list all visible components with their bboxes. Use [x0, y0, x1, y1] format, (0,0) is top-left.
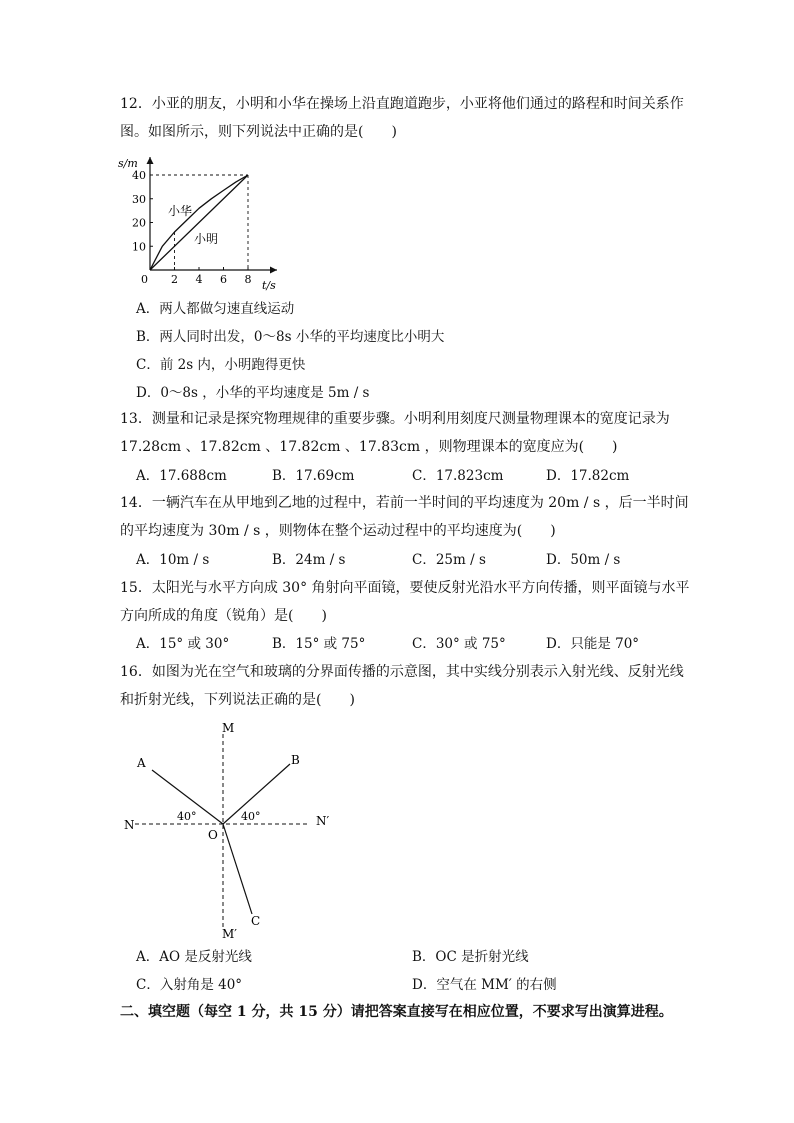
- label-O: O: [208, 828, 218, 842]
- q15-option-b[interactable]: B．15° 或 75°: [272, 636, 366, 652]
- q13-stem-line1: 13．测量和记录是探究物理规律的重要步骤。小明利用刻度尺测量物理课本的宽度记录为: [120, 411, 670, 427]
- label-B: B: [291, 753, 300, 767]
- q12-option-b[interactable]: B．两人同时出发，0～8s 小华的平均速度比小明大: [136, 329, 445, 345]
- label-M-prime: M′: [222, 927, 238, 941]
- y-tick-label: 30: [132, 192, 146, 206]
- q14-option-a[interactable]: A．10m / s: [136, 552, 210, 568]
- q14-stem-line1: 14．一辆汽车在从甲地到乙地的过程中，若前一半时间的平均速度为 20m / s ，后一半时间: [120, 495, 689, 511]
- q14-stem-line2: 的平均速度为 30m / s ，则物体在整个运动过程中的平均速度为( ): [120, 523, 556, 539]
- q12-option-c[interactable]: C．前 2s 内，小明跑得更快: [136, 357, 306, 373]
- q16-option-c[interactable]: C．入射角是 40°: [136, 977, 243, 993]
- x-tick-label: 4: [195, 273, 203, 286]
- series-label-xiaoming: 小明: [194, 232, 219, 246]
- q16-option-a[interactable]: A．AO 是反射光线: [136, 949, 252, 965]
- q12-stem-line2: 图。如图所示，则下列说法中正确的是( ): [120, 124, 397, 140]
- q16-option-b[interactable]: B．OC 是折射光线: [412, 949, 529, 965]
- label-N-prime: N′: [316, 814, 330, 828]
- x-tick-label: 8: [244, 273, 252, 286]
- q15-stem-line1: 15．太阳光与水平方向成 30° 角射向平面镜，要使反射光沿水平方向传播，则平面镜与水平: [120, 580, 690, 596]
- label-N: N: [124, 818, 135, 832]
- q14-option-c[interactable]: C．25m / s: [412, 552, 486, 568]
- q16-stem-line1: 16．如图为光在空气和玻璃的分界面传播的示意图，其中实线分别表示入射光线、反射光线: [120, 664, 684, 680]
- q15-option-d[interactable]: D．只能是 70°: [546, 636, 640, 652]
- q13-option-a[interactable]: A．17.688cm: [136, 468, 227, 484]
- q16-option-d[interactable]: D．空气在 MM′ 的右侧: [412, 977, 557, 993]
- q14-option-b[interactable]: B．24m / s: [272, 552, 346, 568]
- angle-label-left: 40°: [177, 810, 197, 823]
- q15-stem-line2: 方向所成的角度（锐角）是( ): [120, 608, 327, 624]
- q13-option-c[interactable]: C．17.823cm: [412, 468, 504, 484]
- q14-option-d[interactable]: D．50m / s: [546, 552, 621, 568]
- series-label-xiaohua: 小华: [168, 204, 193, 218]
- q13-option-b[interactable]: B．17.69cm: [272, 468, 355, 484]
- y-axis-label: s/m: [118, 157, 138, 170]
- q13-stem-line2: 17.28cm 、17.82cm 、17.82cm 、17.83cm ，则物理课本的宽度应为( ): [120, 439, 618, 455]
- label-A: A: [137, 756, 146, 770]
- distance-time-chart: [112, 155, 282, 295]
- x-tick-label: 2: [171, 273, 178, 286]
- q15-option-c[interactable]: C．30° 或 75°: [412, 636, 506, 652]
- origin-label: 0: [141, 273, 148, 286]
- q12-option-a[interactable]: A．两人都做匀速直线运动: [136, 301, 295, 317]
- x-tick-label: 6: [220, 273, 227, 286]
- q16-stem-line2: 和折射光线，下列说法正确的是( ): [120, 692, 355, 708]
- series-line-xiaoming: [150, 175, 248, 270]
- y-tick-label: 20: [132, 216, 146, 230]
- y-tick-label: 40: [132, 169, 146, 182]
- angle-label-right: 40°: [241, 810, 261, 823]
- section-2-heading: 二、填空题（每空 1 分，共 15 分）请把答案直接写在相应位置，不要求写出演算进程。: [120, 1004, 673, 1020]
- q15-option-a[interactable]: A．15° 或 30°: [136, 636, 230, 652]
- label-M: M: [222, 721, 235, 735]
- y-tick-label: 10: [132, 240, 146, 254]
- q12-stem-line1: 12．小亚的朋友，小明和小华在操场上沿直跑道跑步，小亚将他们通过的路程和时间关系作: [120, 96, 684, 112]
- label-C: C: [251, 914, 261, 928]
- x-axis-label: t/s: [262, 279, 276, 292]
- q12-option-d[interactable]: D．0～8s ，小华的平均速度是 5m / s: [136, 385, 370, 401]
- refraction-diagram: [110, 718, 370, 940]
- ray-OC: [223, 824, 252, 914]
- q13-option-d[interactable]: D．17.82cm: [546, 468, 630, 484]
